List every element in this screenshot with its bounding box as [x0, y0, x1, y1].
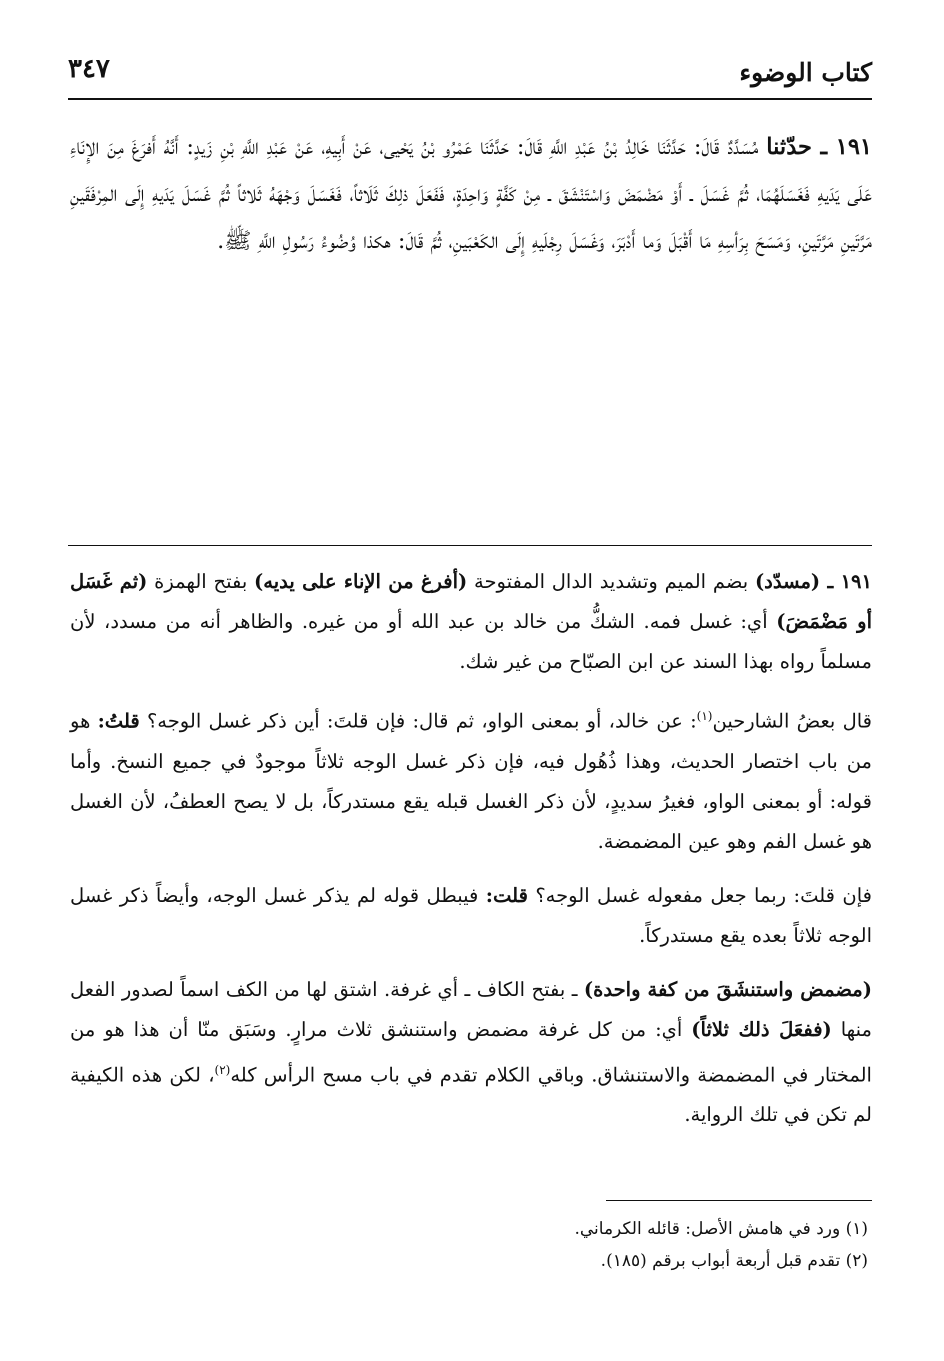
- footnote-ref[interactable]: (٢): [214, 1062, 231, 1077]
- bold-marker: قلت:: [485, 883, 528, 907]
- quoted-phrase: (ففعَلَ ذلك ثلاثاً): [691, 1017, 832, 1041]
- commentary-paragraph-2: [70, 696, 872, 862]
- footnote-1: (١) ورد في هامش الأصل: قائله الكرماني.: [574, 1219, 868, 1239]
- commentary-paragraph-1: [70, 562, 872, 682]
- commentary-text: بفتح الهمزة: [147, 570, 255, 593]
- commentary-text: ، لكن هذه الكيفية لم تكن في تلك الرواية.: [70, 1063, 872, 1126]
- bold-marker: قلتُ:: [97, 709, 140, 733]
- commentary-lead: ١٩١ ـ (مسدّد): [754, 570, 872, 593]
- footnote-ref[interactable]: (١): [696, 709, 713, 723]
- hadith-text: [70, 124, 872, 265]
- chapter-title: كتاب الوضوء: [739, 58, 872, 87]
- footnote-divider: [606, 1200, 872, 1201]
- commentary-text: بضم الميم وتشديد الدال المفتوحة: [467, 570, 755, 593]
- hadith-number: ١٩١ ـ حدّثنا: [766, 134, 873, 160]
- commentary-text: أي: من كل غرفة مضمض واستنشق ثلاث مرارٍ. وسَبَق منّا أن هذا هو من المختار في المضمضة والاستنشاق. وباقي الكلام تقدم في باب مسح الرأس كله: [70, 1017, 872, 1086]
- quoted-phrase: (مضمض واستنشَقَ من كفة واحدة): [583, 977, 872, 1001]
- hadith-body: مُسَدَّدٌ قَالَ: حَدَّثَنَا خَالِدُ بْنُ عَبْدِ اللَّهِ قَالَ: حَدَّثَنَا عَمْرُو بْنُ يَحْيى، عَنْ أَبِيهِ، عَنْ عَبْدِ اللَّهِ بْنِ زَيدٍ: أَنَّهُ أَفرَغَ مِنَ الإِنَاءِ عَلَى يَدَيهِ فَغَسَلَهُمَا، ثُمَّ غَسَلَ ـ أَوْ مَضْمَضَ وَاسْتَنْشَقَ ـ مِنْ كَفَّةٍ وَاحِدَةٍ، فَفَعَلَ ذلِكَ ثَلَاثاً، فَغَسَلَ وَجْهَهُ ثَلاثاً ثُمَّ غَسَلَ يَدَيهِ إِلَى المِرْفَقَينِ مَرَّتَينِ مَرَّتَينِ، وَمَسَحَ بِرَأسِهِ مَا أَقْبَلَ وَما أَدْبَرَ، وَغَسَلَ رِجْلَيهِ إِلَى الكَعْبَينِ، ثُمَّ قَالَ: هكذا وُضُوءُ رَسُولِ اللَّهِ ﷺ.: [70, 134, 872, 254]
- commentary: [70, 562, 872, 1149]
- commentary-text: : عن خالد، أو بمعنى الواو، ثم قال: فإن قلتَ: أين ذكر غسل الوجه؟: [139, 709, 697, 733]
- quoted-phrase: (ثم غَسَل أو مَضْمَضَ): [70, 570, 872, 633]
- footnotes: [70, 1214, 868, 1278]
- page-header: [68, 52, 872, 96]
- commentary-text: فإن قلتَ: ربما جعل مفعوله غسل الوجه؟: [527, 883, 872, 907]
- commentary-text: أي: غسل فمه. الشكُّ من خالد بن عبد الله أو من غيره. والظاهر أنه من مسدد، لأن مسلماً رواه بهذا السند عن ابن الصبّاح من غير شك.: [70, 610, 872, 673]
- footnote-2: (٢) تقدم قبل أربعة أبواب برقم (١٨٥).: [600, 1251, 868, 1271]
- commentary-paragraph-3: [70, 876, 872, 956]
- commentary-text: قال بعضُ الشارحين: [712, 709, 872, 733]
- commentary-text: فيبطل قوله لم يذكر غسل الوجه، وأيضاً ذكر غسل الوجه ثلاثاً بعده يقع مستدركاً.: [70, 883, 872, 947]
- page-number: ٣٤٧: [68, 54, 110, 84]
- commentary-text: ـ بفتح الكاف ـ أي غرفة. اشتق لها من الكف اسماً لصدور الفعل منها: [70, 977, 872, 1041]
- header-divider: [68, 98, 872, 100]
- quoted-phrase: (أفرغ من الإناء على يديه): [254, 570, 468, 593]
- commentary-text: هو من باب اختصار الحديث، وهذا ذُهُول فيه، فإن ذكر غسل الوجه ثلاثاً موجودٌ في جميع النسخ. وأما قوله: أو بمعنى الواو، فغيرُ سديدٍ، لأن ذكر الغسل قبله يقع مستدركاً، بل لا يصح العطفُ، لأن الغسل هو غسل الفم وهو عين المضمضة.: [70, 709, 872, 853]
- section-divider: [68, 545, 872, 546]
- commentary-paragraph-4: [70, 970, 872, 1136]
